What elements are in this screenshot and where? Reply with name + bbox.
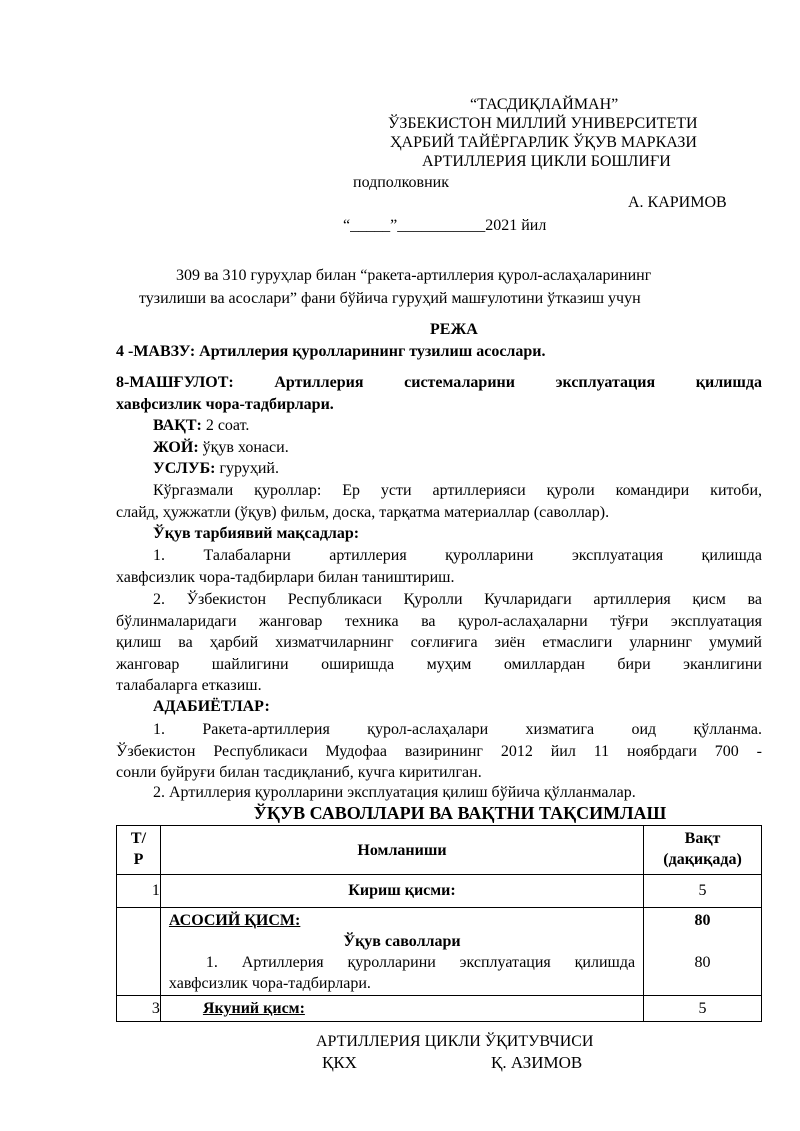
row-name (160, 908, 643, 996)
schedule-title: ЎҚУВ САВОЛЛАРИ ВА ВАҚТНИ ТАҚСИМЛАШ (253, 803, 667, 823)
goals-item1 (116, 545, 762, 588)
goals-item1-line1: 1. Талабаларни артиллерия қуролларини эксплуатация қилишда (153, 547, 762, 564)
approval-rank: подполковник (353, 174, 449, 191)
goals-item2-line4: жанговар шайлигини оширишда муҳим омиллардан бири эканлигини (116, 655, 762, 673)
topic (116, 342, 546, 362)
approval-line1: “ТАСДИҚЛАЙМАН” (470, 96, 619, 113)
intro-line2: тузилиши ва асослари” фани бўйича гуруҳий машғулотини ўтказиш учун (139, 290, 641, 307)
lesson-line1: 8-МАШҒУЛОТ: Артиллерия системаларини эксплуатация қилишда (116, 374, 762, 391)
lesson (116, 372, 762, 415)
approval-line4: АРТИЛЛЕРИЯ ЦИКЛИ БОШЛИҒИ (422, 153, 671, 170)
place-label: ЖОЙ: (153, 439, 199, 456)
main-part-subtitle: Ўқув саволлари (343, 933, 461, 950)
approval-line2: ЎЗБЕКИСТОН МИЛЛИЙ УНИВЕРСИТЕТИ (388, 115, 698, 132)
literature-item1-line1: 1. Ракета-артиллерия қурол-аслаҳалари хизматига оид қўлланма. (153, 721, 762, 738)
row-name: Якуний қисм: (160, 996, 643, 1022)
place-detail (153, 438, 289, 458)
lesson-line2: хавфсизлик чора-тадбирлари. (116, 395, 334, 413)
row-time: 5 (644, 996, 762, 1022)
literature-item1-line3: сонли буйруғи билан тасдиқланиб, кучга киритилган. (116, 764, 482, 781)
table-row (117, 875, 762, 908)
main-part-item-line2: хавфсизлик чора-тадбирлари. (168, 975, 371, 992)
plan-title: РЕЖА (430, 321, 478, 338)
goals-title: Ўқув тарбиявий мақсадлар: (153, 525, 360, 542)
row-num: 1 (117, 875, 161, 908)
time-detail (153, 416, 249, 436)
header-time: Вақт (дақиқада) (644, 826, 762, 875)
approval-name: А. КАРИМОВ (628, 194, 727, 211)
goals-item2 (116, 589, 762, 697)
intro-line1: 309 ва 310 гуруҳлар билан “ракета-артиллерия қурол-аслаҳаларининг (176, 267, 652, 284)
time-value: 2 соат. (205, 417, 250, 434)
visual-aids-line1: Кўргазмали қуроллар: Ер усти артиллерияси қуроли командири китоби, (153, 482, 762, 499)
literature-item1 (116, 719, 762, 784)
schedule-table (116, 825, 762, 1022)
main-part-item-line1: 1. Артиллерия қуролларини эксплуатация қилишда (205, 954, 636, 971)
row-name: Кириш қисми: (160, 875, 643, 908)
time-label: ВАҚТ: (153, 417, 202, 434)
table-header-row (117, 826, 762, 875)
signature-rank: ҚКХ (322, 1053, 357, 1072)
goals-item2-line3: қилиш ва ҳарбий хизматчиларнинг соғлиғига зиён етмаслиги уларнинг умумий (116, 634, 762, 651)
goals-item2-line5: талабаларга етказиш. (116, 677, 262, 694)
signature-name: Қ. АЗИМОВ (491, 1053, 583, 1072)
method-detail (153, 459, 279, 479)
row-num: 3 (117, 996, 161, 1022)
goals-item2-line1: 2. Ўзбекистон Республикаси Қуролли Кучларидаги артиллерия қисм ва (153, 591, 762, 608)
visual-aids (116, 480, 762, 523)
goals-item1-line2: хавфсизлик чора-тадбирлари билан таништириш. (116, 568, 455, 586)
row-time: 5 (644, 875, 762, 908)
topic-label: 4 -МАВЗУ: (116, 343, 196, 360)
header-num: Т/ Р (117, 826, 161, 875)
method-value: гуруҳий. (219, 460, 279, 477)
signature-line1: АРТИЛЛЕРИЯ ЦИКЛИ ЎҚИТУВЧИСИ (316, 1033, 594, 1050)
place-value: ўқув хонаси. (202, 439, 289, 456)
table-row (117, 908, 762, 996)
goals-item2-line2: бўлинмаларидаги жанговар техника ва қурол-аслаҳаларни тўғри эксплуатация (116, 612, 762, 630)
table-row (117, 996, 762, 1022)
topic-text: Артиллерия қуролларининг тузилиш асослари. (199, 343, 546, 360)
literature-item1-line2: Ўзбекистон Республикаси Мудофаа вазирининг 2012 йил 11 ноябрдаги 700 - (116, 742, 762, 760)
main-part-title: АСОСИЙ ҚИСМ: (168, 912, 301, 929)
approval-line3: ҲАРБИЙ ТАЙЁРГАРЛИК ЎҚУВ МАРКАЗИ (390, 134, 697, 151)
method-label: УСЛУБ: (153, 460, 216, 477)
visual-aids-line2: слайд, ҳужжатли (ўқув) фильм, доска, тарқатма материаллар (саволлар). (116, 503, 610, 521)
literature-item2: 2. Артиллерия қуролларини эксплуатация қилиш бўйича қўлланмалар. (153, 784, 636, 801)
row-time: 80 80 (644, 908, 762, 996)
literature-title: АДАБИЁТЛАР: (153, 698, 270, 715)
row-num (117, 908, 161, 996)
approval-date: “_____”___________2021 йил (343, 217, 547, 234)
header-name: Номланиши (160, 826, 643, 875)
